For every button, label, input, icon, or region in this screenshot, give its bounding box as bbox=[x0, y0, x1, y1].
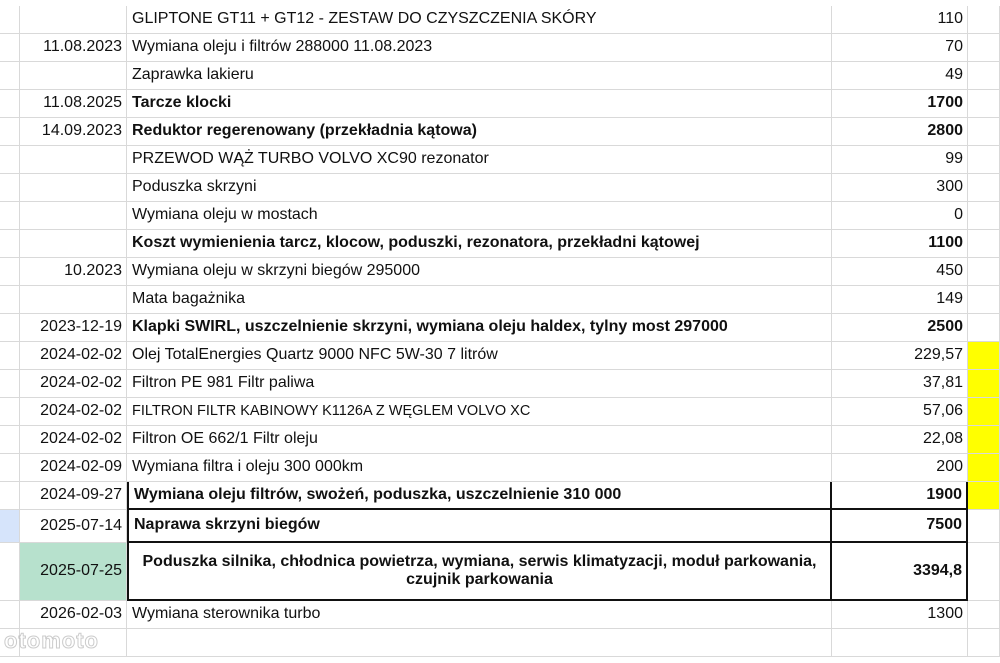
highlight-cell[interactable] bbox=[968, 398, 1000, 426]
extra-cell[interactable] bbox=[968, 258, 1000, 286]
description-cell[interactable]: Olej TotalEnergies Quartz 9000 NFC 5W-30 7 litrów bbox=[127, 342, 832, 370]
extra-cell[interactable] bbox=[968, 90, 1000, 118]
amount-cell[interactable] bbox=[832, 629, 968, 657]
row-header-cell[interactable] bbox=[0, 426, 20, 454]
row-header-cell[interactable] bbox=[0, 230, 20, 258]
extra-cell[interactable] bbox=[968, 543, 1000, 601]
extra-cell[interactable] bbox=[968, 6, 1000, 34]
amount-cell[interactable]: 7500 bbox=[832, 510, 968, 543]
row-header-cell[interactable] bbox=[0, 202, 20, 230]
date-cell[interactable] bbox=[20, 286, 127, 314]
amount-cell[interactable]: 99 bbox=[832, 146, 968, 174]
table-row bbox=[0, 543, 1000, 601]
table-row bbox=[0, 6, 1000, 34]
date-cell[interactable]: 2024-02-02 bbox=[20, 426, 127, 454]
amount-cell[interactable]: 3394,8 bbox=[832, 543, 968, 601]
amount-cell[interactable]: 450 bbox=[832, 258, 968, 286]
description-cell[interactable]: Tarcze klocki bbox=[127, 90, 832, 118]
table-row bbox=[0, 482, 1000, 510]
description-cell[interactable]: FILTRON FILTR KABINOWY K1126A Z WĘGLEM VOLVO XC bbox=[127, 398, 832, 426]
description-cell[interactable]: Mata bagażnika bbox=[127, 286, 832, 314]
date-cell[interactable]: 2024-09-27 bbox=[20, 482, 127, 510]
amount-cell[interactable]: 1300 bbox=[832, 601, 968, 629]
amount-cell[interactable]: 300 bbox=[832, 174, 968, 202]
row-header-cell[interactable] bbox=[0, 482, 20, 510]
description-cell[interactable]: Filtron PE 981 Filtr paliwa bbox=[127, 370, 832, 398]
date-cell[interactable] bbox=[20, 146, 127, 174]
date-cell[interactable]: 11.08.2023 bbox=[20, 34, 127, 62]
description-cell[interactable]: Wymiana sterownika turbo bbox=[127, 601, 832, 629]
table-row bbox=[0, 90, 1000, 118]
table-row bbox=[0, 398, 1000, 426]
row-header-cell[interactable] bbox=[0, 258, 20, 286]
amount-cell[interactable]: 49 bbox=[832, 62, 968, 90]
description-cell[interactable]: PRZEWOD WĄŻ TURBO VOLVO XC90 rezonator bbox=[127, 146, 832, 174]
description-cell[interactable]: Filtron OE 662/1 Filtr oleju bbox=[127, 426, 832, 454]
row-header-cell[interactable] bbox=[0, 510, 20, 543]
date-cell[interactable]: 2024-02-02 bbox=[20, 342, 127, 370]
table-row bbox=[0, 34, 1000, 62]
description-cell[interactable]: GLIPTONE GT11 + GT12 - ZESTAW DO CZYSZCZENIA SKÓRY bbox=[127, 6, 832, 34]
date-cell[interactable]: 14.09.2023 bbox=[20, 118, 127, 146]
description-cell[interactable]: Zaprawka lakieru bbox=[127, 62, 832, 90]
table-row bbox=[0, 62, 1000, 90]
extra-cell[interactable] bbox=[968, 174, 1000, 202]
amount-cell[interactable]: 2800 bbox=[832, 118, 968, 146]
description-cell[interactable]: Poduszka silnika, chłodnica powietrza, wymiana, serwis klimatyzacji, moduł parkowania, czujnik parkowania bbox=[127, 543, 832, 601]
table-row bbox=[0, 118, 1000, 146]
amount-cell[interactable]: 22,08 bbox=[832, 426, 968, 454]
description-cell[interactable]: Wymiana filtra i oleju 300 000km bbox=[127, 454, 832, 482]
table-row bbox=[0, 426, 1000, 454]
highlight-cell[interactable] bbox=[968, 342, 1000, 370]
row-header-cell[interactable] bbox=[0, 370, 20, 398]
table-row bbox=[0, 230, 1000, 258]
date-cell[interactable] bbox=[20, 6, 127, 34]
amount-cell[interactable]: 200 bbox=[832, 454, 968, 482]
date-cell[interactable]: 2023-12-19 bbox=[20, 314, 127, 342]
row-header-cell[interactable] bbox=[0, 601, 20, 629]
amount-cell[interactable]: 229,57 bbox=[832, 342, 968, 370]
date-cell[interactable] bbox=[20, 202, 127, 230]
watermark-logo: otomoto bbox=[4, 628, 99, 653]
row-header-cell[interactable] bbox=[0, 342, 20, 370]
amount-cell[interactable]: 0 bbox=[832, 202, 968, 230]
amount-cell[interactable]: 1900 bbox=[832, 482, 968, 510]
extra-cell[interactable] bbox=[968, 230, 1000, 258]
amount-cell[interactable]: 37,81 bbox=[832, 370, 968, 398]
extra-cell[interactable] bbox=[968, 202, 1000, 230]
amount-cell[interactable]: 70 bbox=[832, 34, 968, 62]
row-header-cell[interactable] bbox=[0, 398, 20, 426]
table-row bbox=[0, 342, 1000, 370]
row-header-cell[interactable] bbox=[0, 62, 20, 90]
table-row bbox=[0, 601, 1000, 629]
extra-cell[interactable] bbox=[968, 34, 1000, 62]
date-cell[interactable] bbox=[20, 174, 127, 202]
highlight-cell[interactable] bbox=[968, 426, 1000, 454]
row-header-cell[interactable] bbox=[0, 543, 20, 601]
date-cell[interactable]: 2026-02-03 bbox=[20, 601, 127, 629]
description-cell[interactable]: Naprawa skrzyni biegów bbox=[127, 510, 832, 543]
extra-cell[interactable] bbox=[968, 629, 1000, 657]
description-cell[interactable]: Wymiana oleju w mostach bbox=[127, 202, 832, 230]
row-header-cell[interactable] bbox=[0, 34, 20, 62]
date-cell[interactable] bbox=[20, 230, 127, 258]
amount-cell[interactable]: 110 bbox=[832, 6, 968, 34]
description-cell[interactable]: Klapki SWIRL, uszczelnienie skrzyni, wymiana oleju haldex, tylny most 297000 bbox=[127, 314, 832, 342]
date-cell[interactable]: 11.08.2025 bbox=[20, 90, 127, 118]
extra-cell[interactable] bbox=[968, 601, 1000, 629]
description-cell[interactable]: Wymiana oleju i filtrów 288000 11.08.2023 bbox=[127, 34, 832, 62]
table-row bbox=[0, 510, 1000, 543]
table-row bbox=[0, 629, 1000, 657]
table-row bbox=[0, 454, 1000, 482]
description-cell[interactable]: Wymiana oleju w skrzyni biegów 295000 bbox=[127, 258, 832, 286]
date-cell[interactable]: 2025-07-25 bbox=[20, 543, 127, 601]
highlight-cell[interactable] bbox=[968, 370, 1000, 398]
date-cell[interactable]: 2024-02-02 bbox=[20, 398, 127, 426]
amount-cell[interactable]: 1100 bbox=[832, 230, 968, 258]
table-row bbox=[0, 314, 1000, 342]
date-cell[interactable]: 2024-02-09 bbox=[20, 454, 127, 482]
extra-cell[interactable] bbox=[968, 510, 1000, 543]
extra-cell[interactable] bbox=[968, 314, 1000, 342]
highlight-cell[interactable] bbox=[968, 454, 1000, 482]
highlight-cell[interactable] bbox=[968, 482, 1000, 510]
table-row bbox=[0, 370, 1000, 398]
row-header-cell[interactable] bbox=[0, 118, 20, 146]
table-row bbox=[0, 146, 1000, 174]
extra-cell[interactable] bbox=[968, 286, 1000, 314]
date-cell[interactable] bbox=[20, 629, 127, 657]
date-cell[interactable]: 2025-07-14 bbox=[20, 510, 127, 543]
description-cell[interactable] bbox=[127, 629, 832, 657]
date-cell[interactable]: 10.2023 bbox=[20, 258, 127, 286]
table-row bbox=[0, 202, 1000, 230]
table-row bbox=[0, 286, 1000, 314]
row-header-cell[interactable] bbox=[0, 454, 20, 482]
row-header-cell[interactable] bbox=[0, 629, 20, 657]
table-row bbox=[0, 258, 1000, 286]
table-row bbox=[0, 174, 1000, 202]
description-cell[interactable]: Koszt wymienienia tarcz, klocow, poduszki, rezonatora, przekładni kątowej bbox=[127, 230, 832, 258]
row-header-cell[interactable] bbox=[0, 90, 20, 118]
amount-cell[interactable]: 149 bbox=[832, 286, 968, 314]
date-cell[interactable] bbox=[20, 62, 127, 90]
description-cell[interactable]: Poduszka skrzyni bbox=[127, 174, 832, 202]
row-header-cell[interactable] bbox=[0, 146, 20, 174]
description-cell[interactable]: Wymiana oleju filtrów, swożeń, poduszka, uszczelnienie 310 000 bbox=[127, 482, 832, 510]
amount-cell[interactable]: 57,06 bbox=[832, 398, 968, 426]
extra-cell[interactable] bbox=[968, 146, 1000, 174]
amount-cell[interactable]: 1700 bbox=[832, 90, 968, 118]
row-header-cell[interactable] bbox=[0, 314, 20, 342]
row-header-cell[interactable] bbox=[0, 174, 20, 202]
extra-cell[interactable] bbox=[968, 62, 1000, 90]
extra-cell[interactable] bbox=[968, 118, 1000, 146]
row-header-cell[interactable] bbox=[0, 286, 20, 314]
amount-cell[interactable]: 2500 bbox=[832, 314, 968, 342]
date-cell[interactable]: 2024-02-02 bbox=[20, 370, 127, 398]
row-header-cell[interactable] bbox=[0, 6, 20, 34]
description-cell[interactable]: Reduktor regerenowany (przekładnia kątowa) bbox=[127, 118, 832, 146]
